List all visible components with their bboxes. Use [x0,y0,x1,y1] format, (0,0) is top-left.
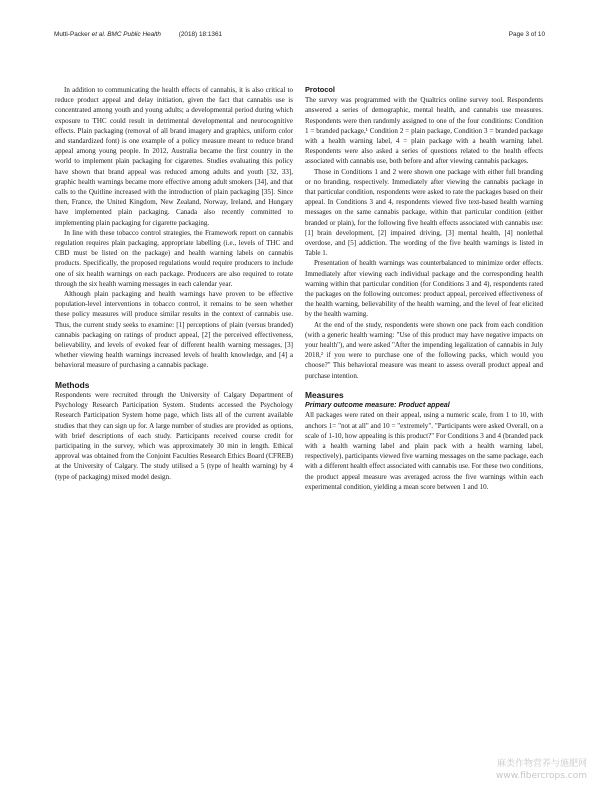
paragraph-behavioral: At the end of the study, respondents were shown one pack from each condition (with a generic health warning: "Use of this product may have negative impacts on your health"), and were asked "After the impending legalization of cannabis in July 2018,² if you were to purchase one of the following packs, which would you choose?" This behavioral measure was meant to assess overall product appeal and purchase intention. [305,320,543,380]
right-column [305,85,543,492]
primary-outcome-heading: Primary outcome measure: Product appeal [305,401,450,410]
paragraph-product-appeal: All packages were rated on their appeal, using a numeric scale, from 1 to 10, with anchors 1= "not at all" and 10 = "extremely". "Participants were asked Overall, on a scale of 1-10, how appealing is this product?" For Conditions 3 and 4 (branded pack with a health warning label and plain pack with a health warning label, respectively), participants viewed five warning messages on the same package, each with a different health effect associated with cannabis use. For these two conditions, the product appeal measure was averaged across the five warnings within each experimental condition, yielding a mean score between 1 and 10. [305,411,543,491]
measures-heading: Measures [305,389,344,400]
left-column [55,85,293,482]
paragraph-framework: In line with these tobacco control strategies, the Framework report on cannabis regulation requires plain packaging, appropriate labelling (i.e., levels of THC and CBD must be listed on the package) and health warning labels on cannabis products. Specifically, the proposed regulations would require producers to include one of six health warnings on each package. Producers are also required to rotate through the six health warning messages in each calendar year. [55,228,293,288]
page-header [54,31,545,41]
paragraph-methods: Respondents were recruited through the University of Calgary Department of Psychology Research Participation System. Students accessed the Psychology Research Participation System home page, which lists all of the current available studies that they can sign up for. A large number of studies are provided as options, with brief descriptions of each study. Participants received course credit for participating in the survey, which was approximately 30 min in length. Ethical approval was obtained from the Conjoint Faculties Research Ethics Board (CFREB) at the University of Calgary. The study utilised a 5 (type of health warning) by 4 (type of packaging) mixed model design. [55,390,293,481]
paragraph-protocol: The survey was programmed with the Qualtrics online survey tool. Respondents answered a series of demographic, mental health, and cannabis use measures. Respondents were then randomly assigned to one of the four conditions: Condition 1 = branded package,¹ Condition 2 = plain package, Condition 3 = branded package with a health warning label, 4 = plain package with a health warning label. Respondents were also asked a series of questions related to the health effects associated with cannabis use, both before and after viewing cannabis packages. [305,96,543,166]
running-head-journal: et al. BMC Public Health [91,31,161,38]
watermark-line1: 麻类作物营养与施肥网 [496,759,587,769]
running-head-authors: Mutti-Packer [54,31,90,38]
watermark-line2: www.fibercrops.com [496,771,587,781]
paragraph-plain-packaging: In addition to communicating the health effects of cannabis, it is also critical to reduce product appeal and delay initiation, given the fact that cannabis use is concentrated among youth and young adults; a developmental period during which exposure to THC could result in detrimental developmental and neurocognitive effects. Plain packaging (removal of all brand imagery and graphics, uniform color and standardized font) is one example of a policy measure meant to reduce brand appeal among young people. In 2012, Australia became the first country in the world to implement plain packaging for cigarettes. Studies evaluating this policy have shown that brand appeal was reduced among adults and youth [32, 33], graphic health warnings became more effective among adult smokers [34], and that calls to the Quitline increased with the introduction of plain packaging [35]. Since then, France, the United Kingdom, New Zealand, Norway, Ireland, and Hungary have implemented plain packaging. Canada also recently committed to implementing plain packaging for cigarette packaging. [55,86,293,227]
paragraph-study-aims: Although plain packaging and health warnings have proven to be effective population-level interventions in tobacco control, it remains to be seen whether these policy measures will produce similar results in the context of cannabis use. Thus, the current study seeks to examine: [1] perceptions of plain (versus branded) cannabis packaging on ratings of product appeal, [2] the perceived effectiveness, believability, and levels of evoked fear of different health warning messages, [3] whether viewing health warnings increased levels of health knowledge, and [4] a behavioral measure of purchasing a cannabis package. [55,290,293,370]
page-number: Page 3 of 10 [508,31,545,38]
methods-heading: Methods [55,379,90,390]
paragraph-conditions: Those in Conditions 1 and 2 were shown one package with either full branding or no branding, respectively. Immediately after viewing the cannabis package in that particular condition, respondents were asked to rate the packages based on their appeal. In Conditions 3 and 4, respondents viewed five text-based health warning messages on the same cannabis package, within that particular condition (either branded or plain), for the following five health effects associated with cannabis use: [1] brain development, [2] impaired driving, [3] mental health, [4] nonlethal overdose, and [5] addiction. The wording of the five health warnings is listed in Table 1. [305,167,543,258]
paragraph-counterbalance: Presentation of health warnings was counterbalanced to minimize order effects. Immediately after viewing each individual package and the corresponding health warning within that particular condition (for Conditions 3 and 4), respondents rated the packages on the following outcomes: product appeal, perceived effectiveness of the health warning, believability of the health warning, and the level of fear elicited by the health warning. [305,259,543,319]
protocol-heading: Protocol [305,85,335,94]
watermark [496,758,587,782]
running-head [54,31,222,38]
running-head-citation: (2018) 18:1361 [178,31,223,38]
